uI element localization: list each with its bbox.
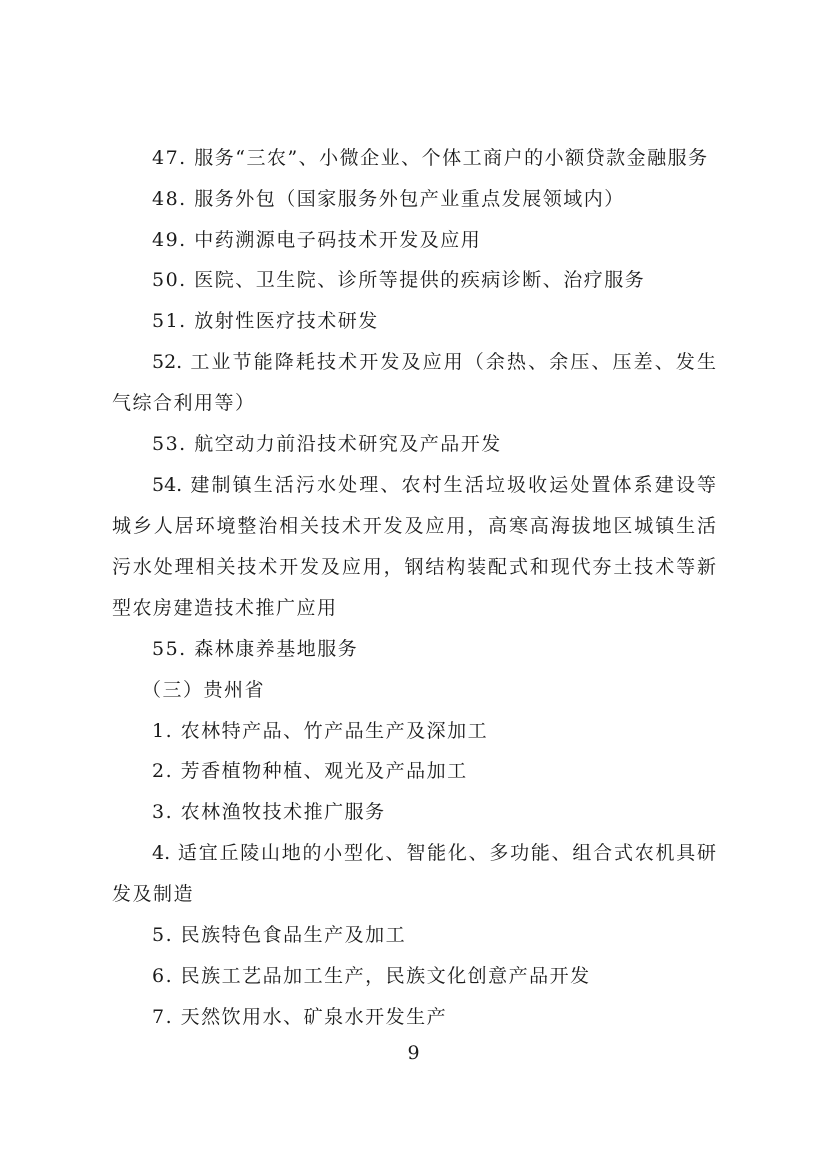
list-item-47: 47. 服务“三农”、小微企业、个体工商户的小额贷款金融服务 bbox=[152, 147, 709, 169]
list-item-54-line-1: 54. 建制镇生活污水处理、农村生活垃圾收运处置体系建设等 bbox=[152, 474, 716, 496]
section-item-6: 6. 民族工艺品加工生产，民族文化创意产品开发 bbox=[152, 965, 591, 987]
section-item-4-line-2: 发及制造 bbox=[112, 883, 195, 905]
list-item-54-line-2: 城乡人居环境整治相关技术开发及应用，高寒高海拔地区城镇生活 bbox=[112, 515, 716, 537]
section-item-3: 3. 农林渔牧技术推广服务 bbox=[152, 801, 386, 823]
list-item-51: 51. 放射性医疗技术研发 bbox=[152, 310, 379, 332]
list-item-52-line-1: 52. 工业节能降耗技术开发及应用（余热、余压、压差、发生 bbox=[152, 351, 716, 373]
list-item-54-line-4: 型农房建造技术推广应用 bbox=[112, 597, 338, 619]
section-item-1: 1. 农林特产品、竹产品生产及深加工 bbox=[152, 720, 489, 742]
page-number: 9 bbox=[407, 1042, 420, 1064]
section-item-2: 2. 芳香植物种植、观光及产品加工 bbox=[152, 760, 468, 782]
section-item-4-line-1: 4. 适宜丘陵山地的小型化、智能化、多功能、组合式农机具研 bbox=[152, 842, 716, 864]
list-item-54-line-3: 污水处理相关技术开发及应用，钢结构装配式和现代夯土技术等新 bbox=[112, 556, 716, 578]
list-item-48: 48. 服务外包（国家服务外包产业重点发展领域内） bbox=[152, 188, 625, 210]
list-item-52-line-2: 气综合利用等） bbox=[112, 392, 256, 414]
section-item-7: 7. 天然饮用水、矿泉水开发生产 bbox=[152, 1006, 448, 1028]
list-item-53: 53. 航空动力前沿技术研究及产品开发 bbox=[152, 433, 502, 455]
list-item-49: 49. 中药溯源电子码技术开发及应用 bbox=[152, 229, 482, 251]
list-item-55: 55. 森林康养基地服务 bbox=[152, 638, 359, 660]
section-heading: （三）贵州省 bbox=[142, 679, 266, 701]
section-item-5: 5. 民族特色食品生产及加工 bbox=[152, 924, 407, 946]
list-item-50: 50. 医院、卫生院、诊所等提供的疾病诊断、治疗服务 bbox=[152, 269, 646, 291]
